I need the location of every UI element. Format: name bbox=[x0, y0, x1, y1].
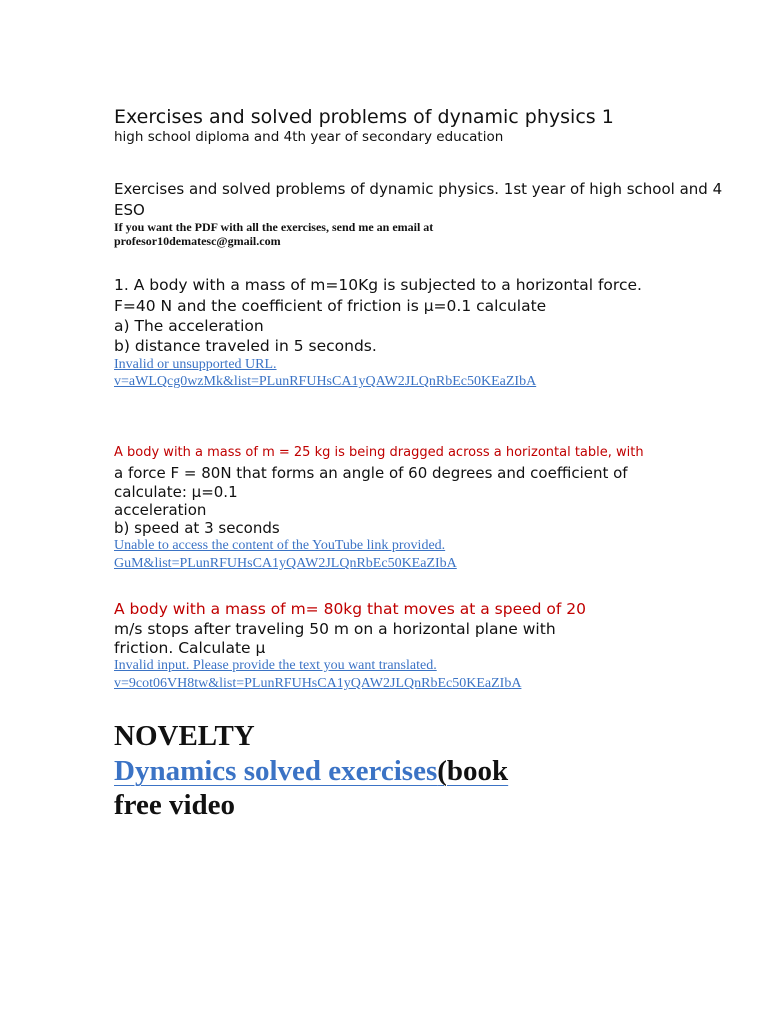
problem3-video-link[interactable]: Invalid input. Please provide the text you want translated. bbox=[114, 658, 437, 673]
problem1-line-3: a) The acceleration bbox=[114, 317, 264, 335]
page-subtitle: high school diploma and 4th year of secondary education bbox=[114, 129, 504, 145]
email-note: If you want the PDF with all the exercises, send me an email at bbox=[114, 220, 434, 234]
novelty-heading: NOVELTY bbox=[114, 720, 255, 752]
page-title: Exercises and solved problems of dynamic physics 1 bbox=[114, 106, 614, 128]
dynamics-book-line bbox=[114, 755, 508, 788]
free-video-text: free video bbox=[114, 789, 236, 821]
problem2-video-link-url[interactable]: GuM&list=PLunRFUHsCA1yQAW2JLQnRbEc50KEaZIbA bbox=[114, 556, 457, 571]
problem1-line-4: b) distance traveled in 5 seconds. bbox=[114, 337, 377, 355]
problem1-line-1: 1. A body with a mass of m=10Kg is subjected to a horizontal force. bbox=[114, 276, 642, 294]
intro-line-1: Exercises and solved problems of dynamic physics. 1st year of high school and 4 bbox=[114, 180, 723, 198]
intro-line-2: ESO bbox=[114, 201, 145, 219]
problem3-video-link-url[interactable]: v=9cot06VH8tw&list=PLunRFUHsCA1yQAW2JLQnRbEc50KEaZIbA bbox=[114, 676, 522, 691]
problem1-video-link-url[interactable]: v=aWLQcg0wzMk&list=PLunRFUHsCA1yQAW2JLQnRbEc50KEaZIbA bbox=[114, 374, 537, 389]
problem2-line-1: A body with a mass of m = 25 kg is being dragged across a horizontal table, with bbox=[114, 445, 644, 460]
book-suffix: (book bbox=[437, 755, 509, 787]
problem3-line-3: friction. Calculate μ bbox=[114, 639, 266, 657]
problem2-video-link[interactable]: Unable to access the content of the YouTube link provided. bbox=[114, 538, 446, 553]
problem3-line-2: m/s stops after traveling 50 m on a horizontal plane with bbox=[114, 620, 556, 638]
dynamics-solved-exercises-link[interactable]: Dynamics solved exercises bbox=[114, 755, 438, 787]
problem2-line-5: b) speed at 3 seconds bbox=[114, 519, 280, 537]
email-address: profesor10dematesc@gmail.com bbox=[114, 234, 281, 248]
problem2-line-2: a force F = 80N that forms an angle of 60 degrees and coefficient of bbox=[114, 464, 628, 482]
problem1-video-link[interactable]: Invalid or unsupported URL. bbox=[114, 357, 277, 372]
problem1-line-2: F=40 N and the coefficient of friction is μ=0.1 calculate bbox=[114, 297, 547, 315]
problem3-line-1: A body with a mass of m= 80kg that moves at a speed of 20 bbox=[114, 600, 587, 618]
problem2-line-4: acceleration bbox=[114, 501, 207, 519]
problem2-line-3: calculate: μ=0.1 bbox=[114, 483, 238, 501]
